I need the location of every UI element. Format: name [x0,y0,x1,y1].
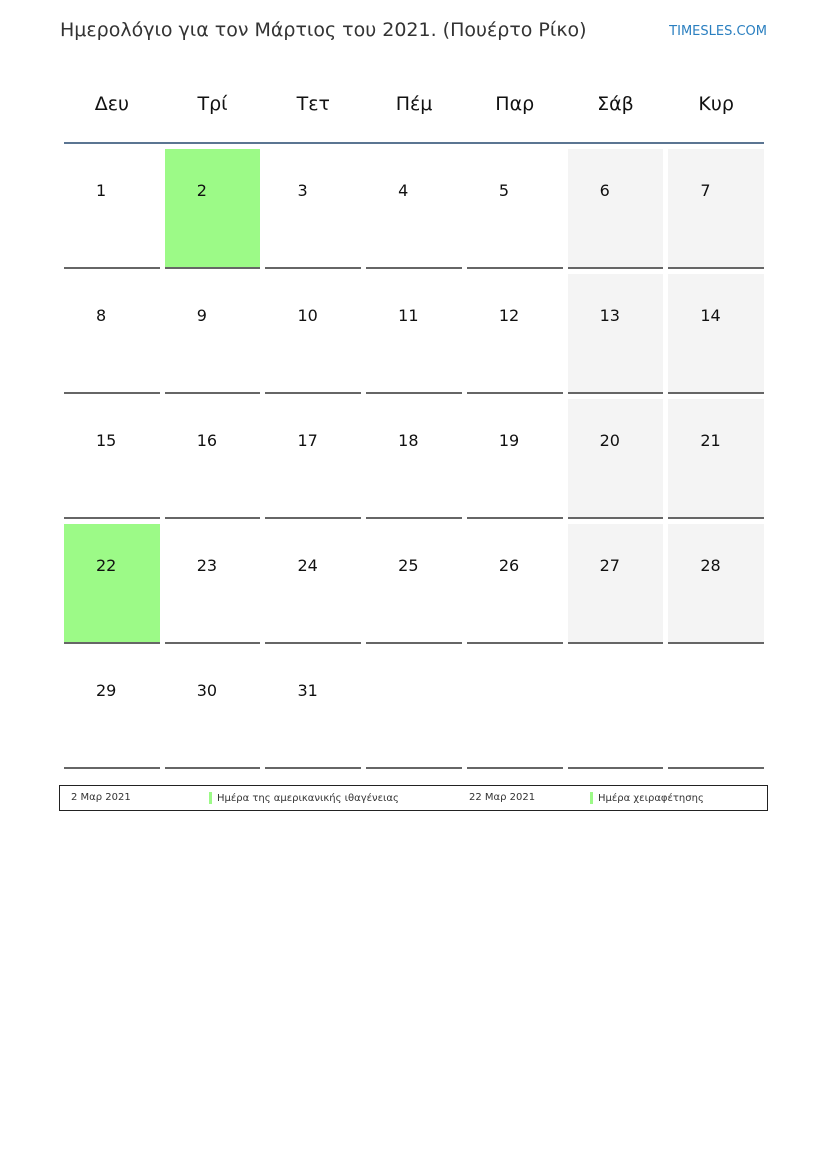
legend-holiday-name: Ημέρα χειραφέτησης [598,793,704,804]
day-cell [467,274,563,394]
legend-entry [209,792,399,804]
weekday-header: Δευ [94,93,129,115]
day-number: 21 [700,431,721,450]
day-number: 25 [398,556,419,575]
weekday-header: Πέμ [395,93,433,115]
calendar-grid [64,80,764,769]
day-cell [265,524,361,644]
weekday-header-row [64,80,764,144]
day-cell-weekend [568,149,664,269]
day-number: 28 [700,556,721,575]
legend-date: 2 Μαρ 2021 [71,792,131,803]
day-number: 30 [196,681,218,700]
day-number: 2 [196,181,207,200]
day-number: 1 [96,181,107,200]
day-number: 12 [498,306,520,325]
day-number: 7 [700,181,711,200]
day-number: 10 [297,306,318,325]
day-cell [165,399,261,519]
day-cell [64,649,160,769]
day-cell-holiday [165,149,261,269]
holiday-color-swatch [209,792,212,804]
day-cell [64,274,160,394]
legend-date: 22 Μαρ 2021 [469,792,536,803]
day-cell [265,274,361,394]
day-cell [165,524,261,644]
weekday-header: Τρί [197,93,228,115]
calendar-week [64,274,764,394]
day-cell [265,149,361,269]
calendar-week [64,149,764,269]
day-cell [165,649,261,769]
day-number: 16 [196,431,218,450]
day-number: 14 [700,306,721,325]
day-cell-empty [668,649,764,769]
day-cell-holiday [64,524,160,644]
day-cell-weekend [668,274,764,394]
day-number: 6 [599,181,610,200]
calendar-week [64,399,764,519]
legend-holiday-name: Ημέρα της αμερικανικής ιθαγένειας [217,793,399,804]
day-number: 4 [398,181,409,200]
day-cell-weekend [668,149,764,269]
weekday-header: Τετ [296,93,330,115]
day-cell [366,399,462,519]
day-number: 26 [498,556,520,575]
page-title: Ημερολόγιο για τον Μάρτιος του 2021. (Πουέρτο Ρίκο) [60,19,587,41]
day-cell [165,274,261,394]
day-cell-weekend [568,524,664,644]
day-cell [265,399,361,519]
day-cell [366,149,462,269]
day-number: 5 [498,181,510,200]
day-number: 31 [297,681,318,700]
calendar-week [64,524,764,644]
day-number: 11 [398,306,419,325]
day-number: 18 [398,431,419,450]
day-number: 17 [297,431,318,450]
day-cell-weekend [668,399,764,519]
day-number: 24 [297,556,318,575]
day-cell [64,149,160,269]
day-cell [366,274,462,394]
holiday-color-swatch [590,792,593,804]
weekday-header: Παρ [495,93,535,115]
day-cell-weekend [568,274,664,394]
weekday-header: Σάβ [597,93,634,115]
day-cell-weekend [668,524,764,644]
day-number: 9 [196,306,207,325]
day-cell-weekend [568,399,664,519]
day-cell-empty [568,649,664,769]
weekday-header: Κυρ [698,93,734,115]
day-cell [366,524,462,644]
day-number: 8 [96,306,107,325]
day-number: 22 [96,556,117,575]
day-cell [467,524,563,644]
day-cell [467,149,563,269]
day-number: 23 [196,556,218,575]
site-link[interactable]: TIMESLES.COM [669,24,767,39]
day-cell [467,399,563,519]
day-number: 3 [297,181,308,200]
day-number: 20 [599,431,620,450]
day-cell [265,649,361,769]
day-number: 13 [599,306,620,325]
legend-entry [590,792,704,804]
holiday-legend [59,785,768,811]
day-cell [64,399,160,519]
day-number: 15 [96,431,117,450]
calendar-week [64,649,764,769]
day-number: 19 [498,431,520,450]
day-number: 27 [599,556,620,575]
day-cell-empty [467,649,563,769]
day-number: 29 [96,681,117,700]
day-cell-empty [366,649,462,769]
